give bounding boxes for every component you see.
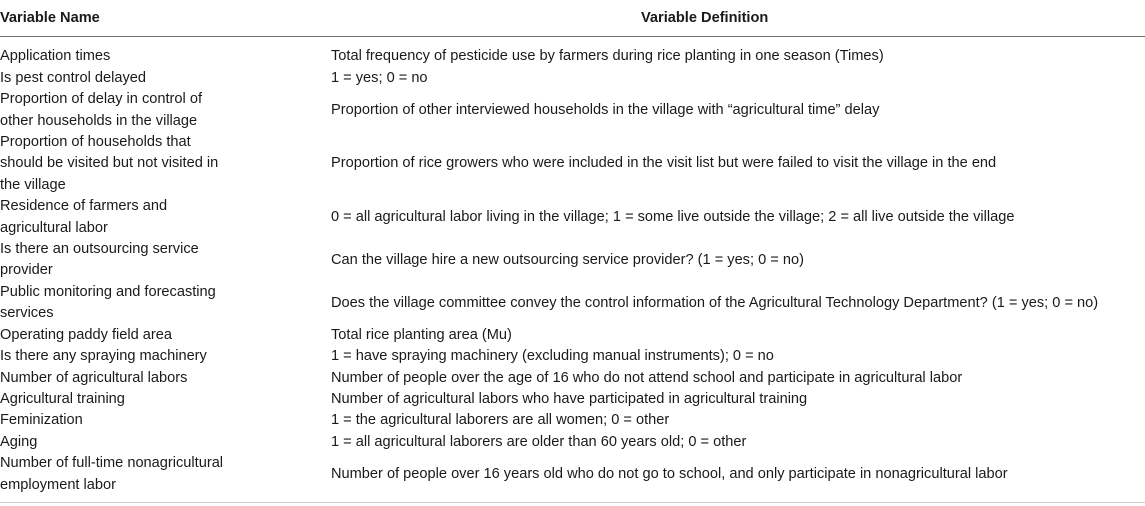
variable-name-cell: Operating paddy field area <box>0 326 172 343</box>
variable-definition-cell: Does the village committee convey the control information of the Agricultural Technology Department? (1 = yes; 0 = no) <box>331 294 1099 311</box>
variable-name-cell: Residence of farmers and agricultural labor <box>0 198 168 236</box>
variable-name-cell: Number of agricultural labors <box>0 369 188 386</box>
table-row <box>0 282 1145 325</box>
variable-definition-cell: Proportion of other interviewed households in the village with “agricultural time” delay <box>331 101 880 118</box>
table-row <box>0 68 1145 89</box>
variable-definition-cell: 1 = all agricultural laborers are older than 60 years old; 0 = other <box>331 433 747 450</box>
variable-name-cell: Proportion of households that should be visited but not visited in the village <box>0 134 219 193</box>
variable-name-cell: Aging <box>0 433 38 450</box>
variable-name-cell: Public monitoring and forecasting services <box>0 283 216 322</box>
variable-definition-cell: Total frequency of pesticide use by farmers during rice planting in one season (Times) <box>331 48 884 65</box>
table-row <box>0 368 1145 389</box>
variable-definition-cell: 1 = have spraying machinery (excluding manual instruments); 0 = no <box>331 348 774 365</box>
variable-name-cell: Feminization <box>0 412 83 429</box>
variable-definition-cell: 1 = yes; 0 = no <box>331 69 428 86</box>
table-row <box>0 239 1145 282</box>
table-row <box>0 432 1145 453</box>
table-body <box>0 37 1145 503</box>
header-variable-definition: Variable Definition <box>331 0 1145 37</box>
variable-name-cell: Application times <box>0 48 111 65</box>
table-row <box>0 410 1145 431</box>
variable-definition-cell: Number of people over the age of 16 who do not attend school and participate in agricultural labor <box>331 369 963 386</box>
table-row <box>0 453 1145 502</box>
table-row <box>0 132 1145 196</box>
table-row <box>0 325 1145 346</box>
variable-name-cell: Proportion of delay in control of other households in the village <box>0 91 202 129</box>
table-row <box>0 346 1145 367</box>
variable-name-cell: Agricultural training <box>0 390 125 407</box>
table-row <box>0 89 1145 132</box>
variable-definition-cell: Proportion of rice growers who were included in the visit list but were failed to visit the village in the end <box>331 155 997 172</box>
variable-name-cell: Is pest control delayed <box>0 69 147 86</box>
table-header <box>0 0 1145 37</box>
variable-definition-cell: Number of people over 16 years old who do not go to school, and only participate in nonagricultural labor <box>331 453 1145 502</box>
variable-name-cell: Is there any spraying machinery <box>0 348 207 365</box>
header-variable-name: Variable Name <box>0 0 331 37</box>
variable-definition-cell: Number of agricultural labors who have participated in agricultural training <box>331 390 808 407</box>
table-row <box>0 196 1145 239</box>
table-row <box>0 389 1145 410</box>
variable-definition-cell: Total rice planting area (Mu) <box>331 326 512 343</box>
variable-definition-cell: Can the village hire a new outsourcing service provider? (1 = yes; 0 = no) <box>331 251 804 268</box>
variable-name-cell: Number of full-time nonagricultural employment labor <box>0 453 331 502</box>
variable-definition-cell: 1 = the agricultural laborers are all women; 0 = other <box>331 412 670 429</box>
header-row <box>0 0 1145 37</box>
variable-definition-cell: 0 = all agricultural labor living in the village; 1 = some live outside the village; 2 = all live outside the village <box>331 208 1015 225</box>
table-row <box>0 37 1145 68</box>
variable-name-cell: Is there an outsourcing service provider <box>0 241 199 279</box>
